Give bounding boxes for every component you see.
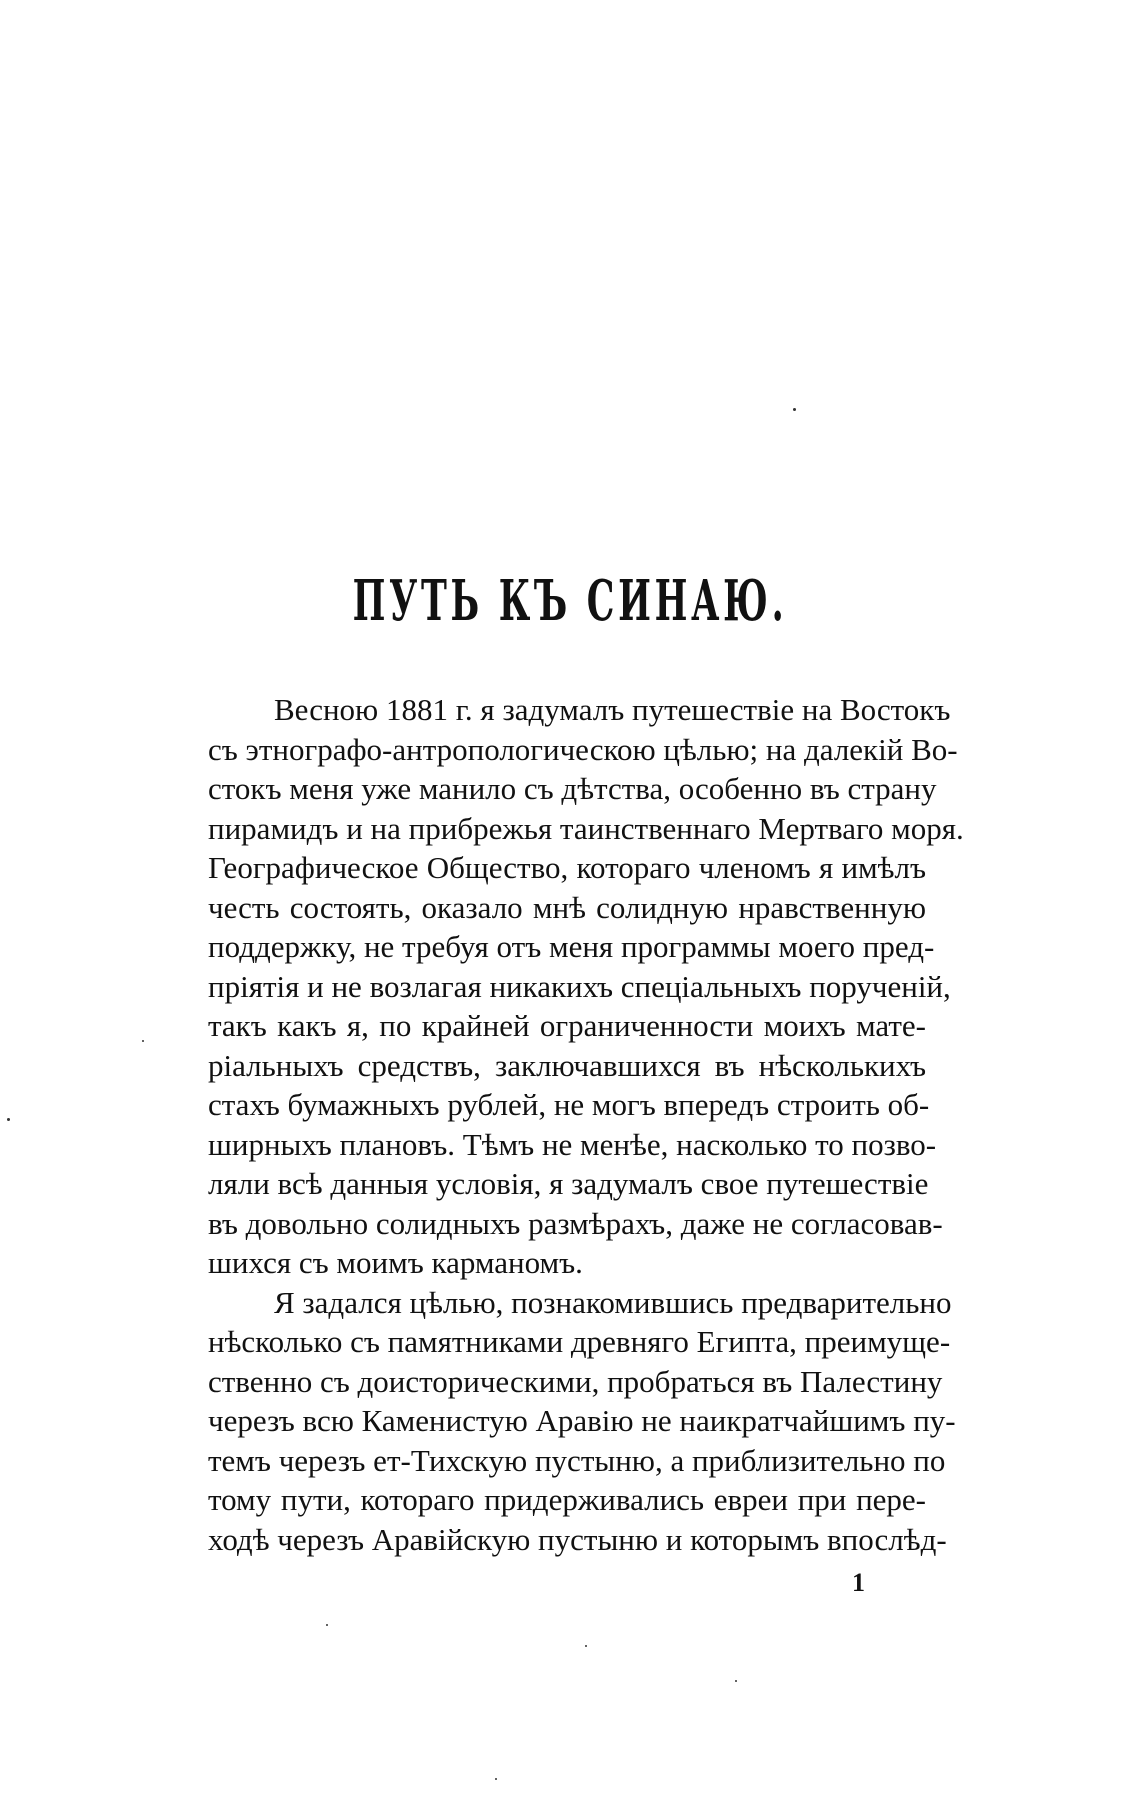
text-line: ходѣ черезъ Аравійскую пустыню и которымъ впослѣд-	[208, 1521, 947, 1557]
scan-speck	[585, 1645, 587, 1647]
text-line: ственно съ доисторическими, пробраться въ Палестину	[208, 1363, 943, 1399]
text-line: Я задался цѣлью, познакомившись предварительно	[274, 1284, 952, 1320]
text-line: стокъ меня уже манило съ дѣтства, особенно въ страну	[208, 771, 937, 806]
paragraph-1	[140, 690, 964, 1283]
page-number: 1	[852, 1568, 865, 1597]
text-line: ширныхъ плановъ. Тѣмъ не менѣе, насколько то позво-	[208, 1126, 937, 1162]
scan-speck	[793, 408, 796, 411]
text-line: поддержку, не требуя отъ меня программы моего пред-	[208, 929, 935, 964]
scan-speck	[326, 1624, 328, 1626]
text-line: тому пути, котораго придерживались евреи при пере-	[208, 1482, 926, 1517]
text-line: такъ какъ я, по крайней ограниченности моихъ мате-	[208, 1008, 926, 1043]
text-line: черезъ всю Каменистую Аравію не наикратчайшимъ пу-	[208, 1403, 956, 1438]
text-line: честь состоять, оказало мнѣ солидную нравственную	[208, 889, 926, 925]
scan-speck	[735, 1680, 737, 1682]
scan-speck	[495, 1778, 497, 1780]
text-line: ляли всѣ данныя условія, я задумалъ свое путешествіе	[208, 1166, 929, 1201]
text-line: въ довольно солидныхъ размѣрахъ, даже не согласовав-	[208, 1205, 943, 1241]
text-line: пріятія и не возлагая никакихъ спеціальныхъ порученій,	[208, 968, 951, 1004]
text-line: съ этнографо-антропологическою цѣлью; на далекій Во-	[208, 731, 958, 767]
paragraph-2	[140, 1283, 956, 1560]
text-line: стахъ бумажныхъ рублей, не могъ впередъ строить об-	[208, 1087, 930, 1122]
text-line: шихся съ моимъ карманомъ.	[208, 1245, 583, 1280]
text-line: пирамидъ и на прибрежья таинственнаго Мертваго моря.	[208, 810, 964, 846]
text-line: Весною 1881 г. я задумалъ путешествіе на Востокъ	[274, 692, 951, 727]
body-text	[140, 690, 964, 1559]
text-line: ріальныхъ средствъ, заключавшихся въ нѣсколькихъ	[208, 1047, 926, 1083]
scan-speck	[142, 1040, 144, 1042]
text-line: Географическое Общество, котораго членомъ я имѣлъ	[208, 850, 926, 885]
scan-speck	[7, 1118, 10, 1121]
text-line: нѣсколько съ памятниками древняго Египта, преимуще-	[208, 1324, 951, 1359]
text-line: темъ черезъ ет-Тихскую пустыню, а приблизительно по	[208, 1442, 946, 1478]
chapter-title: ПУТЬ КЪ СИНАЮ.	[352, 568, 788, 634]
